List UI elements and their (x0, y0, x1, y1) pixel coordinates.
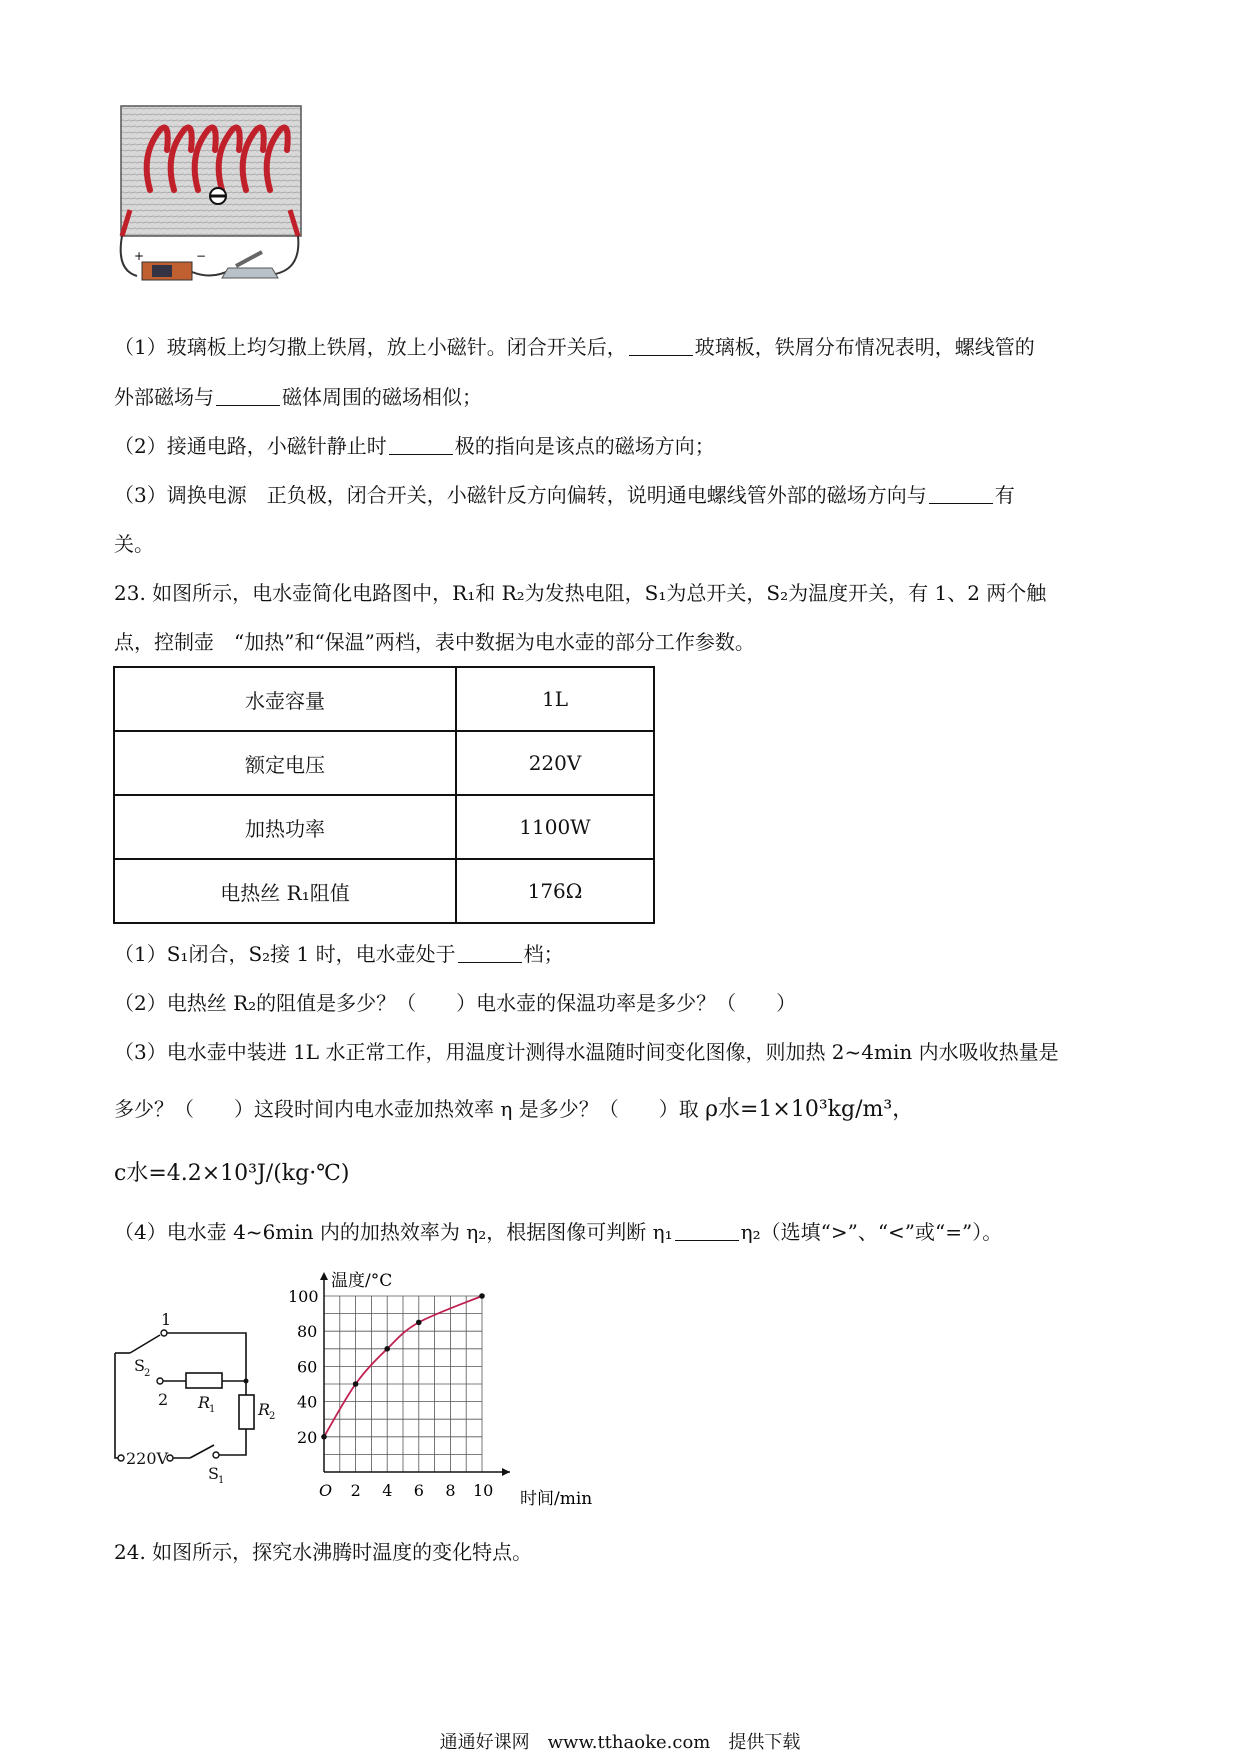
chart-axes (320, 1272, 510, 1476)
q23-part3-line2: 多少？（ ）这段时间内电水壶加热效率 η 是多少？（ ）取 ρ水=1×10³kg/m³， (114, 1097, 915, 1122)
table-row: 水壶容量 1L (114, 667, 654, 731)
q24-stem: 24. 如图所示，探究水沸腾时温度的变化特点。 (114, 1540, 533, 1564)
chart-grid (324, 1296, 482, 1472)
specific-heat-formula: c水=4.2×10³J/(kg·℃) (114, 1161, 350, 1186)
table-row: 额定电压 220V (114, 731, 654, 795)
svg-text:S: S (134, 1356, 145, 1375)
compass-icon (210, 188, 226, 204)
q22-part2: （2）接通电路，小磁针静止时 极的指向是该点的磁场方向； (114, 434, 715, 458)
switch-s2-blade (130, 1335, 160, 1353)
answer-blank[interactable] (675, 1222, 739, 1241)
q22-part1-line1: （1）玻璃板上均匀撒上铁屑，放上小磁针。闭合开关后， 玻璃板，铁屑分布情况表明，螺线管的 (114, 335, 1035, 359)
x-tick-label: 6 (413, 1481, 424, 1500)
svg-text:−: − (196, 249, 207, 263)
q23-part1: （1）S₁闭合，S₂接 1 时，电水壶处于 档； (114, 942, 564, 966)
kettle-circuit-diagram (110, 1295, 285, 1485)
svg-text:220V: 220V (126, 1449, 169, 1468)
q23-stem-line1: 23. 如图所示，电水壶简化电路图中，R₁和 R₂为发热电阻，S₁为总开关，S₂为温度开关，有 1、2 两个触 (114, 581, 1047, 605)
x-tick-label: 10 (473, 1481, 494, 1500)
svg-text:1: 1 (218, 1475, 225, 1485)
svg-text:R: R (258, 1400, 271, 1419)
battery-icon (134, 249, 206, 280)
x-tick-label: 4 (382, 1481, 393, 1500)
answer-blank[interactable] (629, 337, 693, 356)
svg-text:1: 1 (209, 1404, 216, 1415)
q23-part4: （4）电水壶 4~6min 内的加热效率为 η₂，根据图像可判断 η₁ η₂（选填“>”、“<”或“=”）。 (114, 1220, 1003, 1244)
q22-part3-line2: 关。 (114, 532, 154, 556)
q23-stem-line2: 点，控制壶 “加热”和“保温”两档，表中数据为电水壶的部分工作参数。 (114, 630, 755, 654)
data-point (353, 1381, 359, 1387)
answer-blank[interactable] (389, 436, 453, 455)
density-formula: ρ水=1×10³kg/m³， (705, 1097, 915, 1122)
answer-blank[interactable] (216, 387, 280, 406)
temperature-time-chart (285, 1265, 605, 1520)
solenoid-experiment-figure (112, 100, 332, 320)
data-point (479, 1293, 485, 1299)
x-axis-arrow (502, 1468, 510, 1476)
y-tick-label: 80 (297, 1322, 318, 1342)
y-tick-label: 20 (297, 1427, 318, 1447)
switch-icon (222, 252, 278, 278)
x-tick-label: 8 (445, 1481, 456, 1500)
switch-s1-blade (190, 1445, 214, 1458)
q22-part1-line2: 外部磁场与 磁体周围的磁场相似； (114, 385, 482, 409)
table-row: 加热功率 1100W (114, 795, 654, 859)
q23-part2: （2）电热丝 R₂的阻值是多少？（ ）电水壶的保温功率是多少？（ ） (114, 991, 797, 1015)
page-footer: 通通好课网 www.tthaoke.com 提供下载 (439, 1732, 801, 1753)
kettle-spec-table (113, 666, 655, 924)
q23-part3-line1: （3）电水壶中装进 1L 水正常工作，用温度计测得水温随时间变化图像，则加热 2~4min 内水吸收热量是 (114, 1040, 1059, 1064)
y-tick-label: 40 (297, 1392, 318, 1412)
y-axis-arrow (320, 1272, 328, 1280)
q22-part3-line1: （3）调换电源 正负极，闭合开关，小磁针反方向偏转，说明通电螺线管外部的磁场方向与 有 (114, 483, 1015, 507)
y-tick-label: 60 (297, 1357, 318, 1377)
data-point (384, 1346, 390, 1352)
y-axis-label: 温度/°C (331, 1271, 393, 1291)
svg-text:2: 2 (144, 1368, 151, 1379)
data-point (321, 1434, 327, 1440)
table-row: 电热丝 R₁阻值 176Ω (114, 859, 654, 923)
svg-text:2: 2 (158, 1390, 169, 1409)
chart-ticks (288, 1287, 493, 1500)
x-axis-label: 时间/min (520, 1489, 593, 1509)
data-point (416, 1320, 422, 1326)
svg-text:2: 2 (269, 1411, 276, 1422)
answer-blank[interactable] (929, 485, 993, 504)
x-tick-label: 2 (350, 1481, 361, 1500)
svg-text:R: R (198, 1393, 211, 1412)
svg-text:1: 1 (161, 1310, 172, 1329)
svg-text:+: + (134, 249, 145, 263)
x-tick-label: O (319, 1481, 333, 1500)
y-tick-label: 100 (288, 1287, 319, 1306)
answer-blank[interactable] (458, 944, 522, 963)
svg-text:S: S (208, 1464, 219, 1483)
